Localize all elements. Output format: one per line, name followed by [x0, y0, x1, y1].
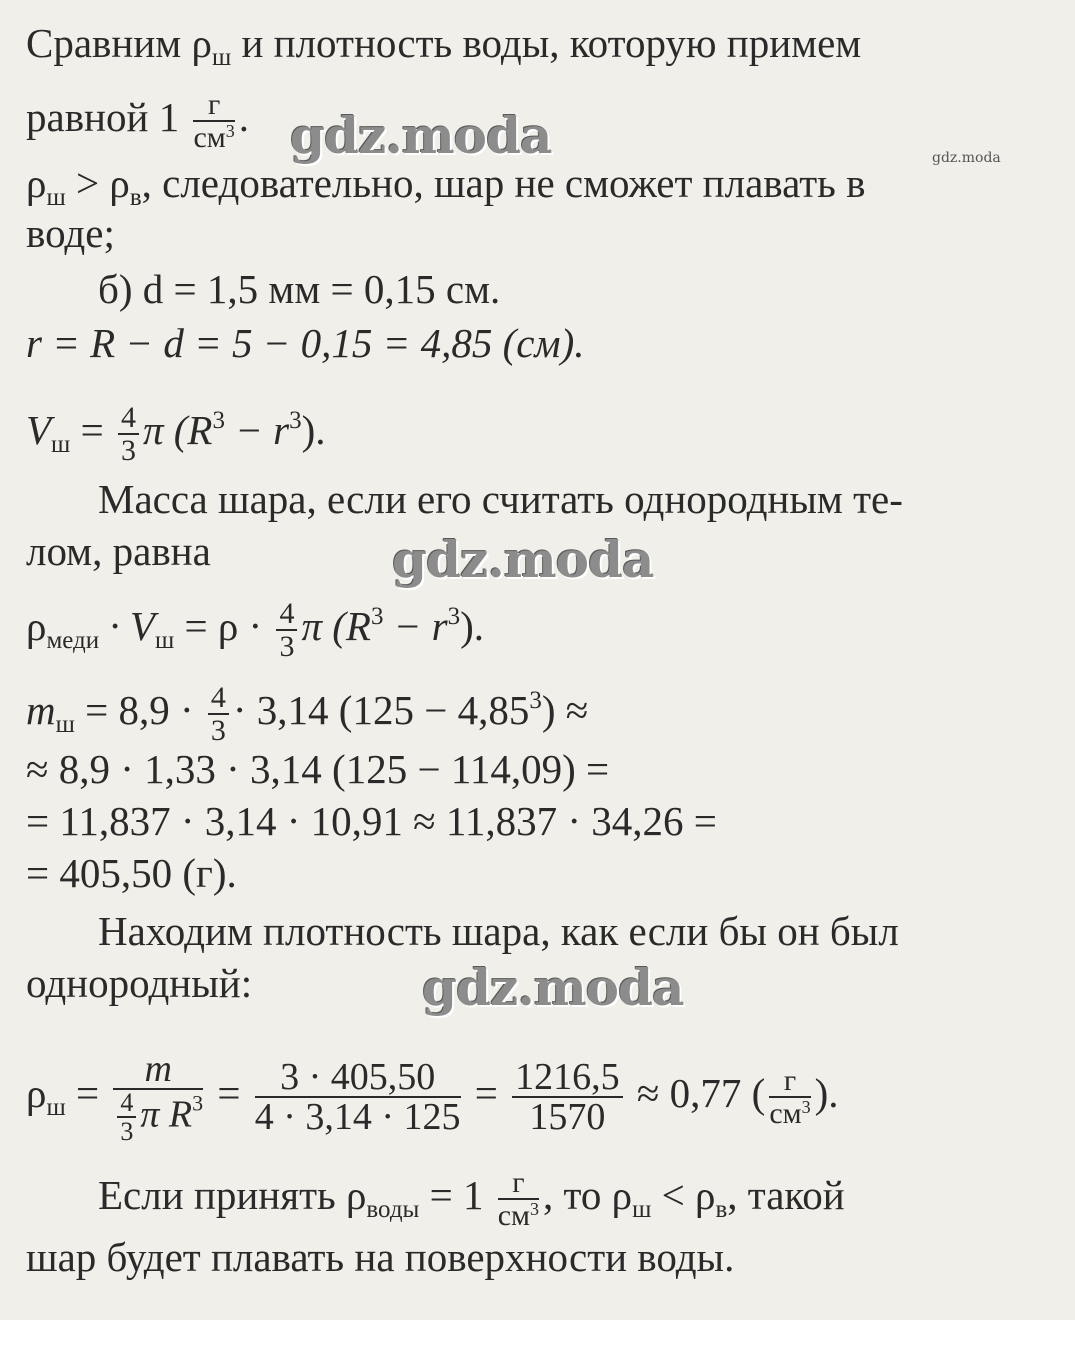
- watermark-small: gdz.moda: [932, 150, 1001, 166]
- line-part-b: б) d = 1,5 мм = 0,15 см.: [98, 266, 501, 312]
- line-conclusion-1: Если принять $\rho_{воды} = 1$ $\frac{г}{см^3}$ , то $\rho_ш < \rho_в$, такой: [98, 1166, 845, 1232]
- line-mass-formula: $\rho_{меди} \cdot V_ш = \rho$ · $\frac{4}{3}$ π $(R^3 - r^3)$.: [26, 596, 484, 663]
- line-water: воде;: [26, 210, 115, 256]
- unit-fraction: $\frac{г}{см^3}$: [193, 88, 235, 154]
- fraction-four-thirds: $\frac{4}{3}$: [118, 403, 139, 467]
- line-calc-step-1: ≈ 8,9 · 1,33 · 3,14 (125 − 114,09) =: [26, 746, 610, 792]
- line-mass-result: = 405,50 (г).: [26, 850, 237, 896]
- line-density-calc: $\rho_ш$ = m $\frac{4}{3}$ π $R^3$ = $\frac{3 \cdot 405,50}{4 \cdot 3,14 \cdot 125}$ = $\frac{1216,5}{1570}$ ≈ 0,77 ( $\frac{г}{см^3}$ ).: [26, 1048, 839, 1146]
- watermark-3: gdz.moda: [422, 958, 684, 1017]
- line-calc-step-2: = 11,837 · 3,14 · 10,91 ≈ 11,837 · 34,26 =: [26, 798, 717, 844]
- unit-fraction: $\frac{г}{см^3}$: [497, 1166, 540, 1232]
- line-equals: лом, равна: [26, 528, 211, 574]
- line-water-density: равной 1 $\frac{г}{см^3}$ .: [26, 88, 250, 154]
- fraction-numeric: $\frac{3 \cdot 405,50}{4 \cdot 3,14 \cdot 125}$: [254, 1055, 461, 1138]
- line-mass-calc: $m_ш = 8,9$ · $\frac{4}{3}$ · 3,14 $(125 - 4,85^3)$ ≈: [26, 680, 589, 747]
- watermark-1: gdz.moda: [290, 106, 552, 165]
- line-comparison-result: $\rho_ш > \rho_в$, следовательно, шар не сможет плавать в: [26, 160, 866, 211]
- line-conclusion-2: шар будет плавать на поверхности воды.: [26, 1234, 735, 1280]
- fraction-four-thirds: $\frac{4}{3}$: [276, 599, 297, 663]
- fraction-mass-over-volume: m $\frac{4}{3}$ π $R^3$: [113, 1050, 203, 1145]
- watermark-2: gdz.moda: [392, 530, 654, 589]
- line-homogeneous: однородный:: [26, 960, 253, 1006]
- line-compare: Сравним $\rho_ш$ и плотность воды, которую примем: [26, 20, 862, 71]
- fraction-four-thirds: $\frac{4}{3}$: [208, 683, 229, 747]
- unit-fraction: $\frac{г}{см^3}$: [769, 1063, 811, 1130]
- line-volume-formula: $V_ш$ = $\frac{4}{3}$ π $(R^3 - r^3)$.: [26, 400, 326, 467]
- fraction-result: $\frac{1216,5}{1570}$: [512, 1058, 623, 1138]
- line-mass-intro: Масса шара, если его считать однородным те-: [98, 476, 903, 522]
- line-inner-radius: r = R − d = 5 − 0,15 = 4,85 (см).: [26, 320, 585, 366]
- line-find-density: Находим плотность шара, как если бы он был: [98, 908, 899, 954]
